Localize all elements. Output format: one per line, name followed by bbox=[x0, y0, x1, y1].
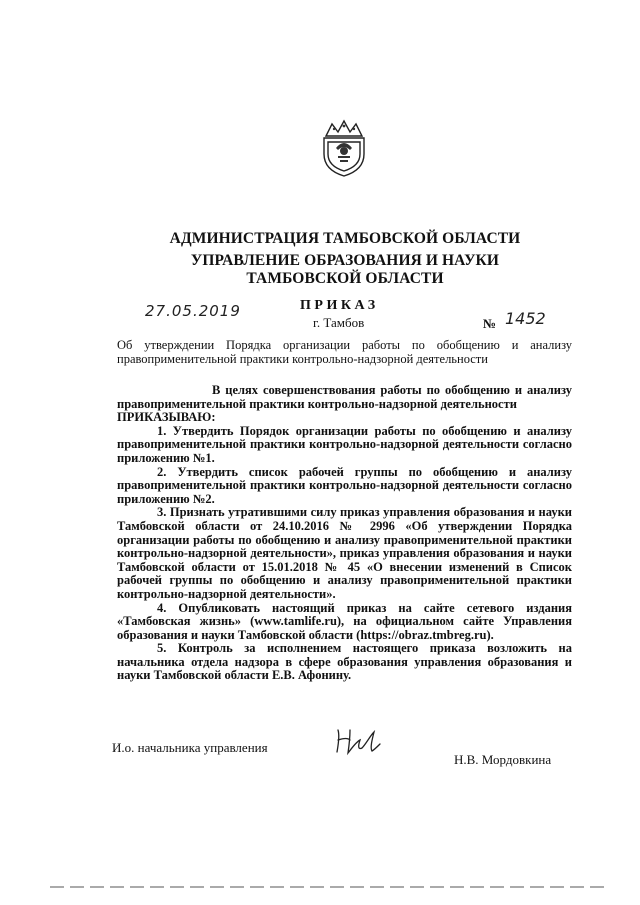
coat-of-arms-emblem bbox=[318, 118, 370, 178]
order-item-1: 1. Утвердить Порядок организации работы по обобщению и анализу правоприменительной практики контрольно-надзорной деятельности согласно приложению №1. bbox=[117, 423, 572, 465]
signatory-position: И.о. начальника управления bbox=[112, 740, 268, 755]
order-body bbox=[117, 384, 572, 683]
order-number-label: № bbox=[483, 316, 497, 331]
order-item-3: 3. Признать утратившими силу приказ управления образования и науки Тамбовской области от 24.10.2016 № 2996 «Об утверждении Порядка организации работы по обобщению и анализу правоприменительной практики контрольно-надзорной деятельности», приказ управления образования и науки Тамбовской области от 15.01.2018 № 45 «О внесении изменений в Список рабочей группы по обобщению и анализу правоприменительной практики контрольно-надзорной деятельности». bbox=[117, 505, 572, 601]
order-item-4: 4. Опубликовать настоящий приказ на сайте сетевого издания «Тамбовская жизнь» (www.tamlife.ru), на официальном сайте Управления образования и науки Тамбовской области (https://obraz.tmbreg.ru). bbox=[117, 600, 572, 642]
preamble: В целях совершенствования работы по обобщению и анализу правоприменительной практики контрольно-надзорной деятельности bbox=[117, 383, 572, 411]
order-item-5: 5. Контроль за исполнением настоящего приказа возложить на начальника отдела надзора в сфере образования управления образования и науки Тамбовской области Е.В. Афонину. bbox=[117, 641, 572, 683]
header-department: УПРАВЛЕНИЕ ОБРАЗОВАНИЯ И НАУКИ bbox=[190, 252, 500, 269]
order-number: 1452 bbox=[505, 309, 546, 328]
order-subject: Об утверждении Порядка организации работы по обобщению и анализу правоприменительной практики контрольно-надзорной деятельности bbox=[117, 338, 572, 366]
header-administration: АДМИНИСТРАЦИЯ ТАМБОВСКОЙ ОБЛАСТИ bbox=[169, 230, 521, 247]
handwritten-signature bbox=[334, 726, 382, 756]
page-bottom-divider bbox=[50, 886, 610, 888]
preamble-text bbox=[117, 384, 572, 425]
header-region: ТАМБОВСКОЙ ОБЛАСТИ bbox=[246, 270, 444, 287]
order-word: ПРИКАЗЫВАЮ: bbox=[117, 410, 216, 425]
order-date: 27.05.2019 bbox=[145, 302, 241, 320]
order-item-2: 2. Утвердить список рабочей группы по обобщению и анализу правоприменительной практики контрольно-надзорной деятельности согласно приложению №2. bbox=[117, 464, 572, 506]
signatory-name: Н.В. Мордовкина bbox=[454, 752, 552, 767]
order-title: ПРИКАЗ bbox=[300, 298, 379, 313]
order-city: г. Тамбов bbox=[313, 315, 365, 330]
